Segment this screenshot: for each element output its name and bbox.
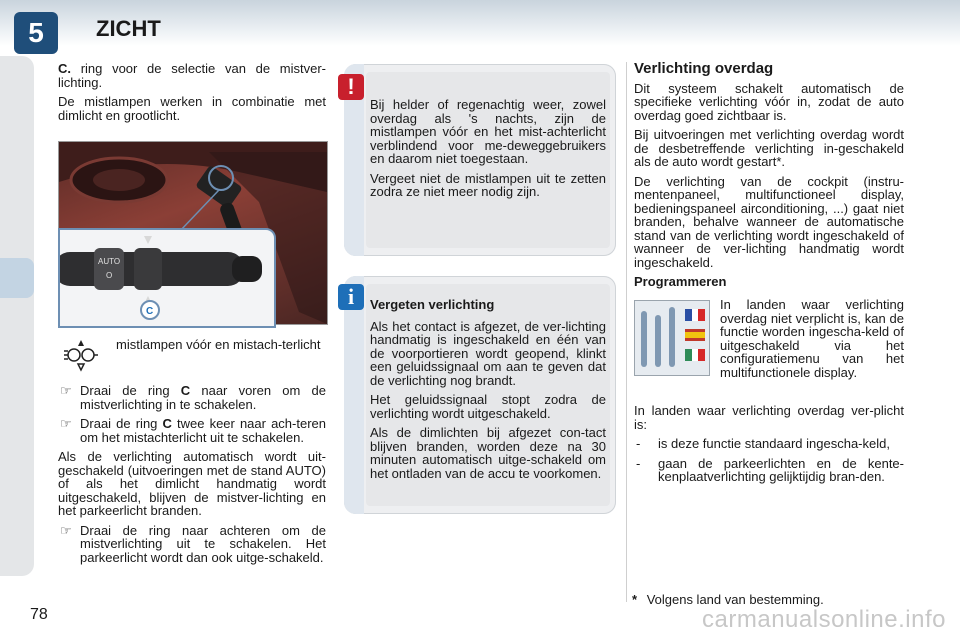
warning-paragraph: Bij helder of regenachtig weer, zowel overdag als 's nachts, zijn de mistlampen vóór en het mist-achterlicht verblindend voor me-deweggebruikers en daarom niet toegestaan.: [370, 97, 606, 166]
section-title: Verlichting overdag: [634, 60, 774, 77]
chapter-number-badge: 5: [14, 12, 58, 54]
page-title: ZICHT: [96, 16, 161, 41]
programming-title: Programmeren: [634, 274, 727, 289]
fog-light-legend: [58, 338, 326, 378]
info-box-content: [366, 284, 610, 506]
instructions-list: [58, 384, 326, 570]
instruction-item: [58, 384, 326, 411]
info-box-title: Vergeten verlichting: [370, 297, 495, 312]
pointing-hand-icon: ☞: [60, 416, 72, 431]
watermark: carmanualsonline.info: [702, 606, 946, 633]
pointing-hand-icon: ☞: [60, 383, 72, 398]
stalk-detail-inset: [58, 228, 276, 328]
warning-icon: !: [338, 74, 364, 100]
ring-c-ref: C: [162, 416, 172, 431]
dash-mark: -: [636, 455, 641, 471]
programming-text: In landen waar verlichting overdag niet verplicht is, kan de functie worden ingescha-keld of uitgeschakeld via het configuratiemenu van het multifunctionele display.: [720, 297, 904, 380]
info-paragraph: Het geluidssignaal stopt zodra de verlichting wordt uitgeschakeld.: [370, 392, 606, 421]
stalk-detail-drawing: [60, 230, 270, 322]
instruction-pre: Draai de ring: [80, 416, 163, 431]
dash-mark: -: [636, 436, 641, 451]
right-paragraph: De verlichting van de cockpit (instru-mentenpaneel, multifunctioneel display, bedieningspaneel airconditioning, ...) gaat niet branden, behalve wanneer de automatische stand van de verlichting wordt ingeschakeld of wanneer de ver-lichting handmatig wordt ingeschakeld.: [634, 173, 904, 270]
display-menu-drawing: [635, 301, 709, 375]
info-paragraph: Als het contact is afgezet, de ver-lichting handmatig is ingeschakeld en één van de voorportieren wordt geopend, klinkt een geluidssignaal om aan te geven dat de verlichting nog brandt.: [370, 318, 606, 388]
item-c-label: C.: [58, 61, 71, 76]
stalk-label-off: O: [106, 271, 113, 280]
instruction-post: twee keer naar ach-teren om het mistachterlicht uit te schakelen.: [80, 416, 326, 445]
stalk-label-auto: AUTO: [98, 257, 121, 266]
column-divider: [626, 62, 627, 602]
dash-item: [634, 457, 904, 484]
warning-box: [344, 64, 616, 256]
ring-c-ref: C: [180, 383, 191, 398]
fog-light-icon: [64, 338, 98, 372]
mandatory-countries-section: [634, 404, 904, 490]
footnote-text: Volgens land van bestemming.: [646, 592, 824, 607]
left-column-intro: [58, 62, 326, 128]
right-paragraph: Dit systeem schakelt automatisch de specifieke verlichting vóór in, zodat de auto overdag goed zichtbaar is.: [634, 80, 904, 123]
fog-light-legend-text: mistlampen vóór en mistach-terlicht: [116, 337, 321, 352]
info-icon: i: [338, 284, 364, 310]
right-column: [634, 62, 904, 295]
combination-text: De mistlampen werken in combinatie met dimlicht en grootlicht.: [58, 94, 326, 123]
dash-item-text: gaan de parkeerlichten en de kente-kenplaatverlichting gelijktijdig bran-den.: [658, 455, 904, 484]
right-paragraph: Bij uitvoeringen met verlichting overdag wordt de desbetreffende verlichting in-geschakeld als de auto wordt gestart*.: [634, 127, 904, 169]
warning-paragraph: Vergeet niet de mistlampen uit te zetten zodra ze niet meer nodig zijn.: [370, 170, 606, 199]
instruction-item: [58, 524, 326, 565]
display-menu-illustration: [634, 300, 710, 376]
auto-mode-text: Als de verlichting automatisch wordt uit-geschakeld (uitvoeringen met de stand AUTO) of als het dimlicht handmatig wordt uitgeschakeld, blijven de mistver-lichting en het parkeerlicht branden.: [58, 449, 326, 518]
footnote: [632, 592, 824, 607]
instruction-item: [58, 417, 326, 444]
info-box-stripe: [344, 276, 364, 514]
page-number: 78: [30, 606, 48, 623]
footnote-star: *: [632, 592, 638, 607]
info-box: [344, 276, 616, 514]
item-c-description: [58, 62, 326, 89]
warning-box-content: [366, 72, 610, 248]
dash-item-text: is deze functie standaard ingescha-keld,: [658, 436, 890, 451]
mandatory-intro: In landen waar verlichting overdag ver-plicht is:: [634, 403, 904, 432]
instruction-post: naar voren om de mistverlichting in te schakelen.: [80, 383, 326, 412]
info-paragraph: Als de dimlichten bij afgezet con-tact blijven branden, worden deze na 30 minuten automatisch uitge-schakeld om het ontladen van de accu te voorkomen.: [370, 425, 606, 481]
instruction-text: Draai de ring naar achteren om de mistverlichting uit te schakelen. Het parkeerlicht wordt dan ook uitge-schakeld.: [80, 522, 326, 565]
dash-item: [634, 437, 904, 451]
instruction-pre: Draai de ring: [80, 383, 181, 398]
item-c-text: ring voor de selectie van de mistver-lichting.: [58, 61, 326, 90]
left-rail: [0, 56, 34, 576]
pointing-hand-icon: ☞: [60, 522, 72, 538]
chapter-tab-marker: [0, 258, 34, 298]
ring-c-label: C: [146, 306, 154, 317]
